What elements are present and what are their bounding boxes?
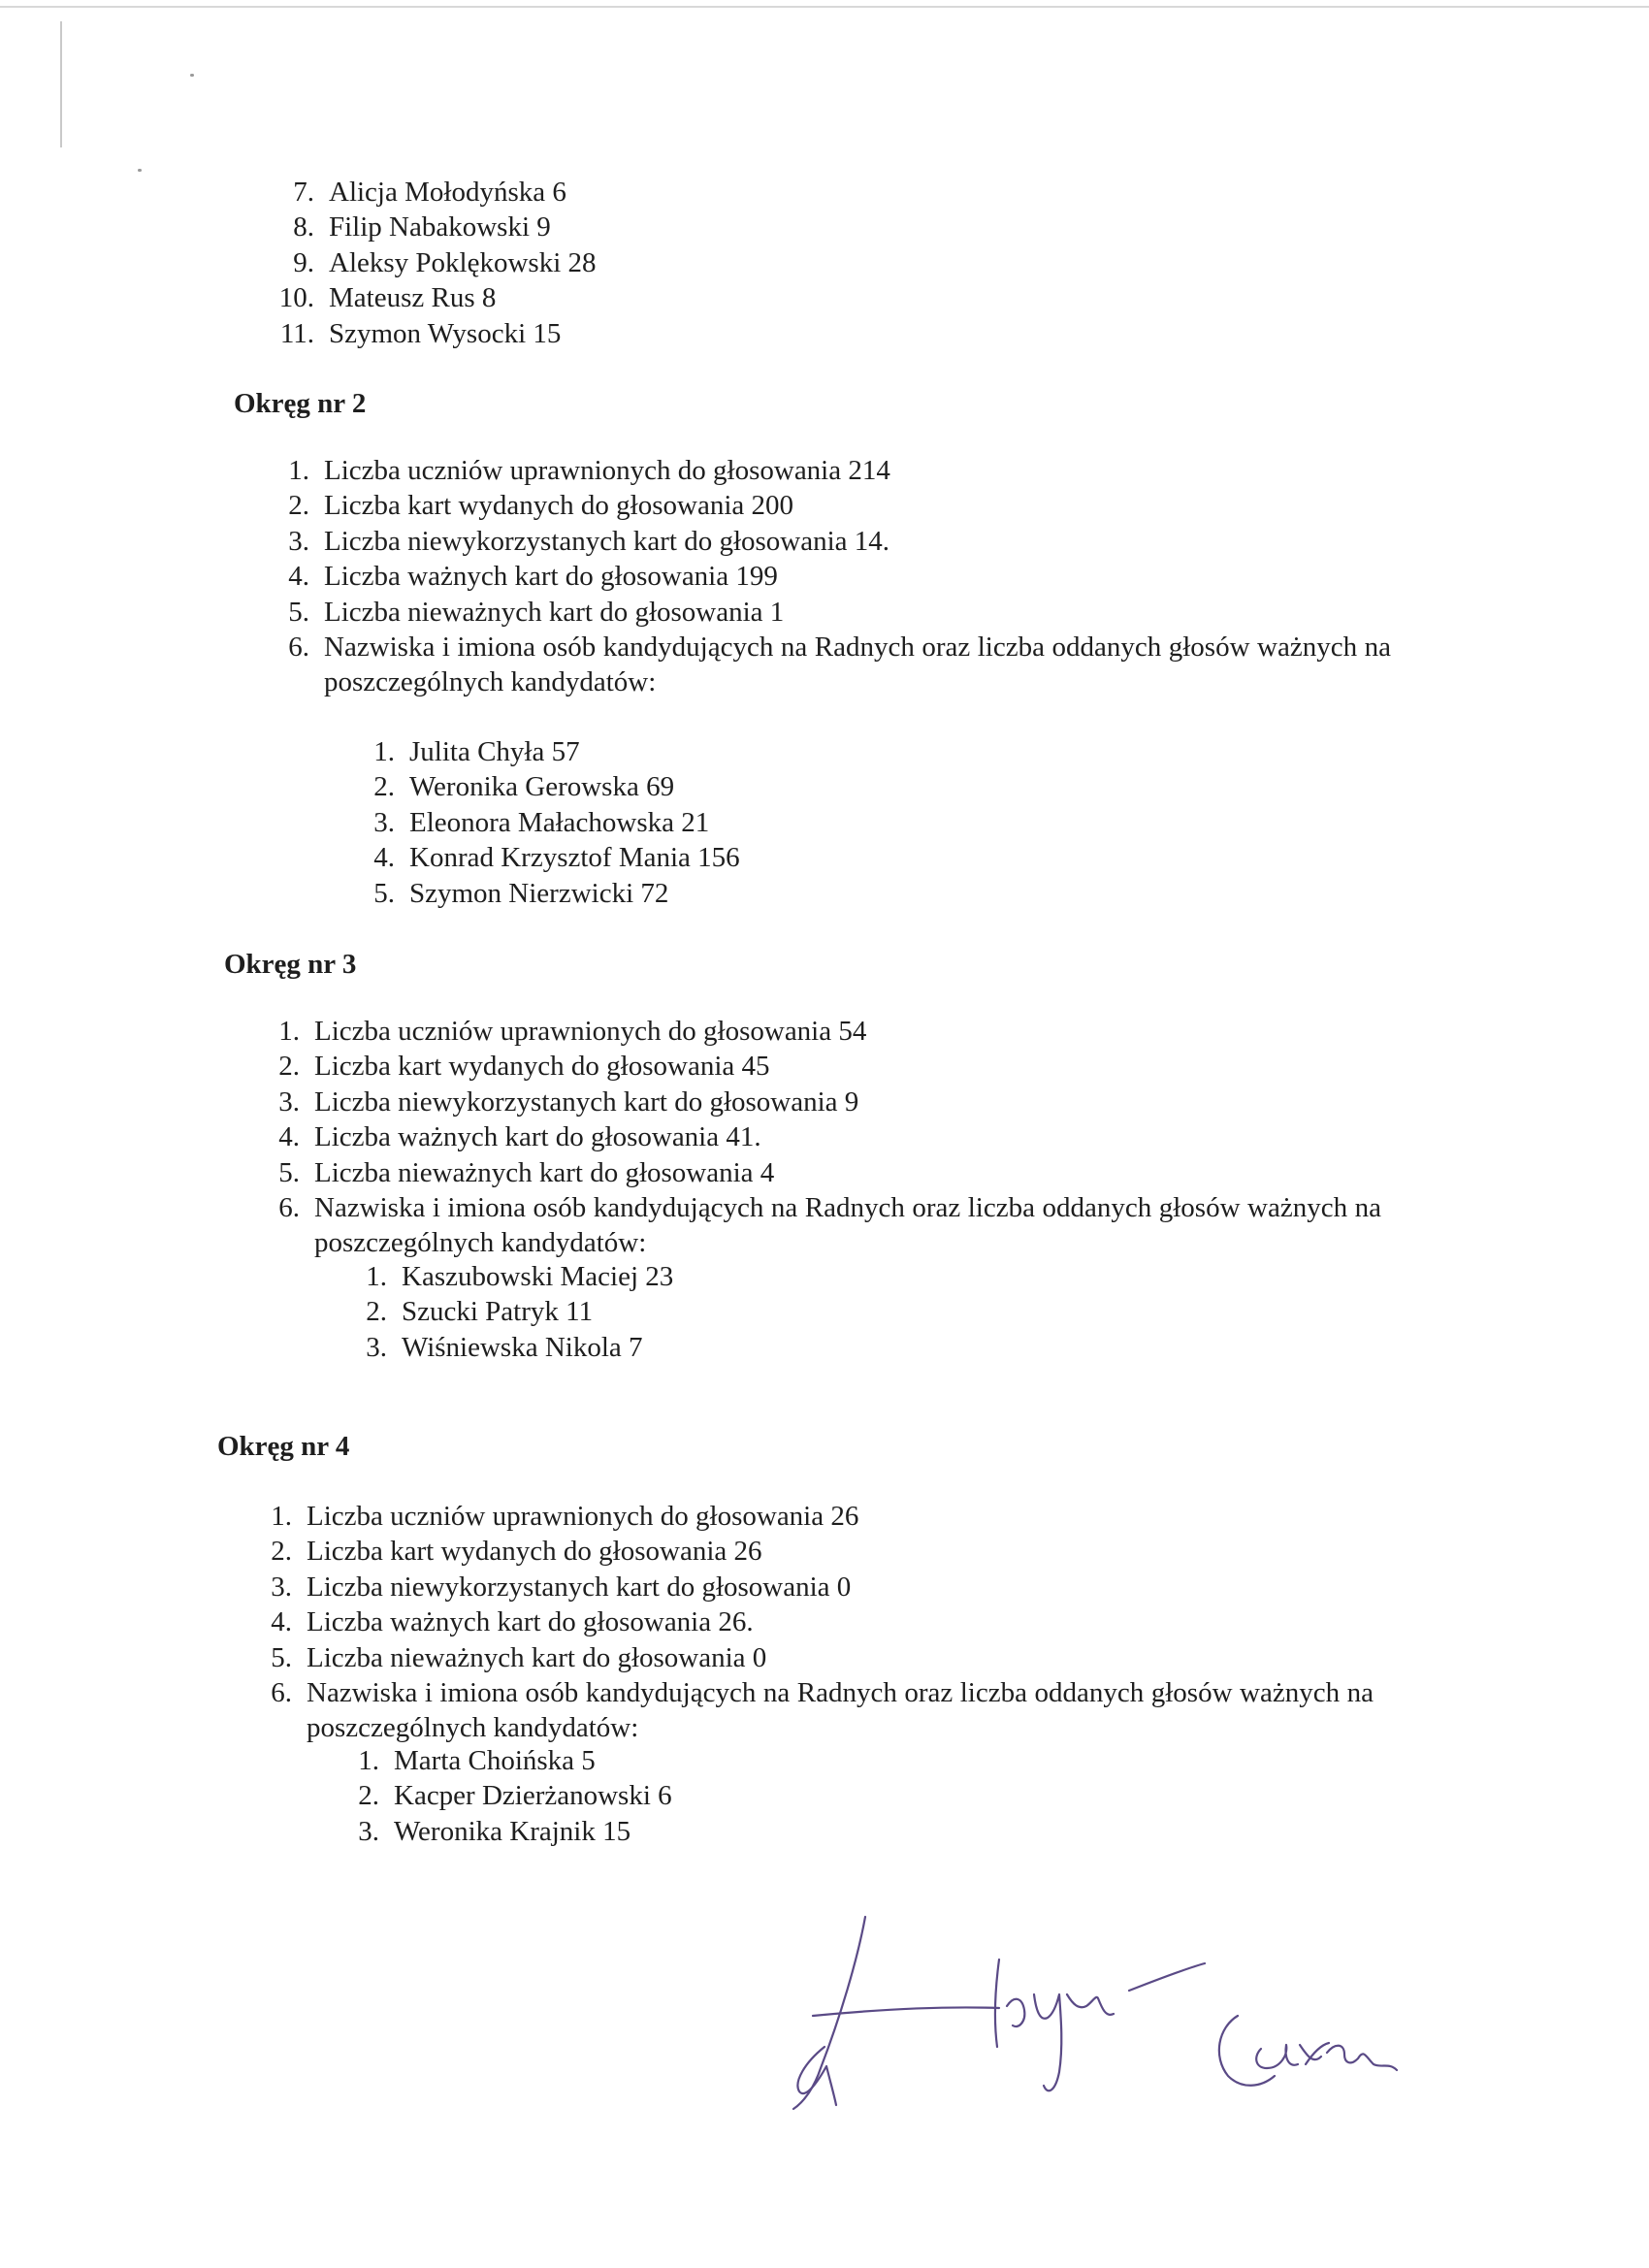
district-4-stats — [271, 1499, 1374, 1746]
list-item: 3. Liczba niewykorzystanych kart do głosowania 0 — [271, 1571, 852, 1603]
district-2-candidates — [373, 734, 1185, 911]
district-heading-2: Okręg nr 2 — [234, 388, 367, 419]
list-item: 3. Wiśniewska Nikola 7 — [366, 1331, 643, 1363]
list-item: 8. Filip Nabakowski 9 — [293, 211, 551, 243]
scan-edge-top — [0, 6, 1649, 8]
list-item: 1. Liczba uczniów uprawnionych do głosowania 54 — [278, 1016, 867, 1047]
list-item: 10. Mateusz Rus 8 — [278, 282, 497, 314]
list-item: 3. Weronika Krajnik 15 — [358, 1815, 631, 1847]
list-item: 5. Liczba nieważnych kart do głosowania 4 — [278, 1156, 775, 1188]
list-item: 1. Kaszubowski Maciej 23 — [366, 1261, 674, 1292]
list-item: 3. Liczba niewykorzystanych kart do głosowania 14. — [288, 525, 890, 557]
scan-speck — [190, 74, 194, 77]
scan-edge-left — [60, 21, 62, 147]
list-item: 11. Szymon Wysocki 15 — [279, 317, 562, 349]
list-item: 5. Szymon Nierzwicki 72 — [373, 877, 669, 909]
list-item: 7. Alicja Mołodyńska 6 — [293, 177, 566, 208]
list-item: 3. Liczba niewykorzystanych kart do głosowania 9 — [278, 1085, 859, 1118]
list-item: 2. Liczba kart wydanych do głosowania 45 — [278, 1051, 770, 1083]
list-item: 5. Liczba nieważnych kart do głosowania 1 — [288, 596, 785, 628]
list-item: 4. Liczba ważnych kart do głosowania 26. — [271, 1606, 754, 1638]
district-4-candidates — [358, 1743, 1170, 1849]
list-item: 5. Liczba nieważnych kart do głosowania 0 — [271, 1641, 767, 1673]
list-item: 2. Szucki Patryk 11 — [366, 1296, 594, 1328]
list-item: 2. Weronika Gerowska 69 — [373, 771, 675, 803]
list-item: 6. Nazwiska i imiona osób kandydujących na Radnych oraz liczba oddanych głosów ważnych na poszczególnych kandydatów: — [271, 1677, 1374, 1744]
district-heading-3: Okręg nr 3 — [224, 949, 357, 980]
list-item: 2. Kacper Dzierżanowski 6 — [358, 1780, 672, 1812]
list-item: 2. Liczba kart wydanych do głosowania 200 — [288, 490, 793, 522]
scan-speck — [138, 169, 142, 172]
top-candidate-list — [278, 175, 1202, 351]
list-item: 1. Marta Choińska 5 — [358, 1745, 596, 1776]
handwritten-signature — [757, 1901, 1416, 2124]
list-item: 3. Eleonora Małachowska 21 — [373, 806, 710, 838]
list-item: 4. Liczba ważnych kart do głosowania 199 — [288, 561, 778, 593]
district-heading-4: Okręg nr 4 — [217, 1431, 350, 1462]
list-item: 2. Liczba kart wydanych do głosowania 26 — [271, 1536, 762, 1568]
list-item: 1. Liczba uczniów uprawnionych do głosowania 26 — [271, 1501, 859, 1532]
list-item: 6. Nazwiska i imiona osób kandydujących na Radnych oraz liczba oddanych głosów ważnych na poszczególnych kandydatów: — [288, 632, 1391, 698]
list-item: 9. Aleksy Poklękowski 28 — [293, 246, 597, 278]
list-item: 1. Liczba uczniów uprawnionych do głosowania 214 — [288, 455, 890, 486]
district-2-stats — [288, 453, 1391, 700]
list-item: 4. Liczba ważnych kart do głosowania 41. — [278, 1121, 761, 1153]
district-3-candidates — [366, 1259, 1178, 1365]
district-3-stats — [278, 1014, 1381, 1261]
list-item: 6. Nazwiska i imiona osób kandydujących na Radnych oraz liczba oddanych głosów ważnych na poszczególnych kandydatów: — [278, 1192, 1381, 1259]
list-item: 1. Julita Chyła 57 — [373, 736, 580, 767]
list-item: 4. Konrad Krzysztof Mania 156 — [373, 842, 740, 874]
